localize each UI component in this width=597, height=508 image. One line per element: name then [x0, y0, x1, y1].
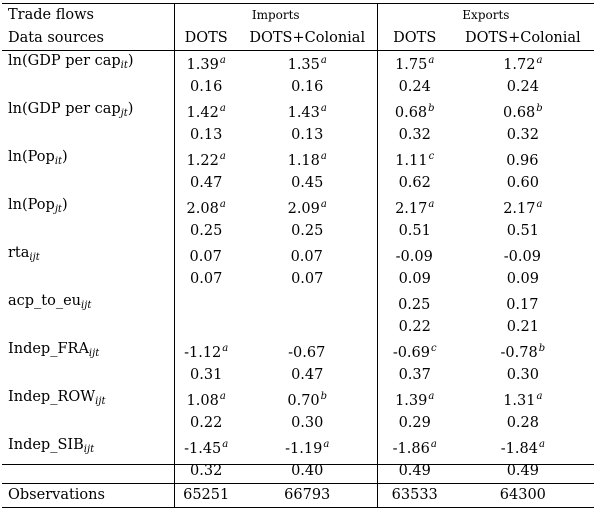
table-row-se: [2, 123, 594, 147]
row-label-empty: [2, 171, 174, 195]
table-row: [2, 99, 594, 123]
se-cell: 0.32: [398, 126, 431, 143]
significance-marker: b: [320, 391, 328, 402]
se-cell: 0.22: [190, 414, 223, 431]
coef-value: 2.17: [503, 201, 536, 217]
row-label-empty: [2, 363, 174, 387]
row-label-text: ln(Pop: [8, 148, 55, 165]
coef-value: 2.17: [395, 201, 428, 217]
coef-value: -0.09: [503, 249, 541, 265]
significance-marker: a: [320, 151, 327, 162]
coef-value: -1.84: [500, 441, 538, 457]
significance-marker: a: [320, 55, 327, 66]
significance-marker: a: [219, 103, 226, 114]
row-label-text: ln(GDP per cap: [8, 100, 121, 117]
coef-cell: [238, 291, 378, 315]
significance-marker: a: [428, 199, 435, 210]
se-cell: 0.29: [398, 414, 431, 431]
se-cell: 0.09: [506, 270, 539, 287]
coef-value: 1.31: [503, 393, 536, 409]
se-cell: 0.51: [398, 222, 431, 239]
se-cell: 0.07: [238, 267, 378, 291]
row-label-text: Indep_ROW: [8, 388, 96, 405]
header-row-sources: [2, 27, 594, 51]
coef-value: 0.25: [398, 297, 431, 313]
se-cell: 0.49: [506, 462, 539, 479]
significance-marker: a: [219, 55, 226, 66]
se-cell: 0.22: [398, 318, 431, 335]
row-label: [2, 387, 174, 411]
row-label-empty: [2, 123, 174, 147]
coef-value: 1.18: [287, 153, 320, 169]
row-label-subscript: ijt: [95, 395, 106, 407]
se-cell: 0.30: [238, 411, 378, 435]
coef-value: -0.09: [395, 249, 433, 265]
observations-value: 64300: [452, 484, 594, 508]
significance-marker: a: [323, 439, 330, 450]
observations-row: [2, 484, 594, 508]
row-label-suffix: ): [127, 52, 134, 69]
coef-value: 1.22: [186, 153, 219, 169]
coef-cell: [174, 51, 238, 76]
coef-value: 1.08: [186, 393, 219, 409]
se-cell: 0.16: [238, 75, 378, 99]
coef-cell: [238, 387, 378, 411]
row-label-subscript: ijt: [88, 347, 100, 359]
row-label-subscript: jt: [54, 203, 62, 215]
coef-cell: [377, 195, 451, 219]
coef-value: 1.42: [186, 105, 219, 121]
coef-cell: [238, 99, 378, 123]
coef-value: 1.35: [287, 57, 320, 73]
coef-cell: [452, 243, 594, 267]
significance-marker: a: [219, 199, 226, 210]
coef-cell: [377, 387, 451, 411]
se-cell: 0.32: [506, 126, 539, 143]
row-label-empty: [2, 315, 174, 339]
coef-cell: [174, 339, 238, 363]
observations-value: 65251: [174, 484, 238, 508]
table-row-se: [2, 75, 594, 99]
se-cell: 0.16: [190, 78, 223, 95]
significance-marker: a: [219, 391, 226, 402]
se-cell: 0.47: [190, 174, 223, 191]
significance-marker: b: [536, 103, 543, 114]
coef-value: -0.67: [288, 345, 326, 361]
coef-cell: [377, 339, 451, 363]
row-label-empty: [2, 267, 174, 291]
significance-marker: a: [320, 103, 327, 114]
col-header-dotscol-imports: DOTS+Colonial: [238, 27, 378, 51]
row-label: [2, 291, 174, 315]
coef-cell: [238, 147, 378, 171]
table-row-se: [2, 219, 594, 243]
coef-value: -1.86: [392, 441, 430, 457]
coef-value: 1.39: [186, 57, 219, 73]
row-label: [2, 51, 174, 76]
regression-table: [2, 3, 594, 508]
row-label-empty: [2, 459, 174, 484]
row-label-subscript: ijt: [83, 443, 95, 455]
row-label-text: acp_to_eu: [8, 292, 82, 309]
coef-value: -0.69: [392, 345, 430, 361]
se-cell: 0.47: [238, 363, 378, 387]
data-sources-label: Data sources: [2, 27, 174, 51]
coef-cell: [377, 243, 451, 267]
significance-marker: a: [219, 151, 226, 162]
se-cell: 0.51: [506, 222, 539, 239]
significance-marker: a: [320, 199, 327, 210]
row-label-text: ln(Pop: [8, 196, 55, 213]
se-cell: 0.45: [238, 171, 378, 195]
significance-marker: a: [538, 439, 545, 450]
coef-value: 1.72: [503, 57, 536, 73]
row-label-text: rta: [8, 244, 30, 261]
coef-value: 0.17: [506, 297, 539, 313]
coef-value: -1.19: [285, 441, 323, 457]
coef-cell: [174, 195, 238, 219]
row-label-empty: [2, 75, 174, 99]
significance-marker: a: [536, 391, 543, 402]
se-cell: 0.28: [506, 414, 539, 431]
table-row-se: [2, 363, 594, 387]
coef-cell: [377, 51, 451, 76]
row-label-text: Indep_FRA: [8, 340, 89, 357]
coef-value: 0.70: [287, 393, 320, 409]
row-label-text: ln(GDP per cap: [8, 52, 121, 69]
significance-marker: a: [536, 55, 543, 66]
col-header-dots-imports: DOTS: [184, 30, 228, 46]
imports-header: Imports: [174, 4, 377, 28]
significance-marker: c: [428, 151, 435, 162]
coef-cell: [238, 339, 378, 363]
table-row: [2, 243, 594, 267]
coef-cell: [452, 51, 594, 76]
significance-marker: a: [222, 343, 229, 354]
observations-value: 66793: [238, 484, 378, 508]
coef-cell: [377, 147, 451, 171]
row-label-empty: [2, 411, 174, 435]
row-label-subscript: ijt: [29, 251, 40, 263]
se-cell: 0.07: [190, 270, 223, 287]
se-cell: 0.31: [190, 366, 223, 383]
se-cell: 0.24: [506, 78, 539, 95]
coef-value: 0.68: [394, 105, 428, 121]
coef-cell: [452, 99, 594, 123]
coef-cell: [377, 291, 451, 315]
se-cell: 0.13: [238, 123, 378, 147]
coef-value: 2.09: [287, 201, 320, 217]
se-cell: 0.32: [190, 462, 223, 479]
coef-cell: [452, 291, 594, 315]
trade-flows-label: Trade flows: [2, 4, 174, 28]
row-label: [2, 243, 174, 267]
significance-marker: a: [430, 439, 437, 450]
row-label: [2, 195, 174, 219]
observations-value: 63533: [377, 484, 451, 508]
significance-marker: a: [428, 55, 435, 66]
se-cell: 0.62: [398, 174, 431, 191]
row-label-suffix: ): [61, 196, 68, 213]
coef-value: -1.45: [184, 441, 222, 457]
table-row: [2, 147, 594, 171]
table-row-se: [2, 459, 594, 484]
observations-label: Observations: [2, 484, 174, 508]
se-cell: 0.25: [190, 222, 223, 239]
se-cell: 0.25: [238, 219, 378, 243]
coef-cell: [452, 339, 594, 363]
se-cell: 0.60: [506, 174, 539, 191]
coef-cell: [238, 243, 378, 267]
coef-cell: [452, 195, 594, 219]
coef-cell: [174, 243, 238, 267]
se-cell: 0.13: [190, 126, 223, 143]
coef-value: 1.75: [395, 57, 428, 73]
coef-cell: [174, 387, 238, 411]
table-row-se: [2, 411, 594, 435]
row-label: [2, 339, 174, 363]
table-row-se: [2, 315, 594, 339]
coef-cell: [174, 99, 238, 123]
coef-value: 0.07: [290, 249, 323, 265]
row-label-suffix: ): [62, 148, 68, 165]
coef-value: -0.78: [500, 345, 538, 361]
row-label-subscript: it: [54, 155, 63, 167]
row-label-subscript: ijt: [81, 299, 92, 311]
row-label-subscript: it: [120, 59, 128, 71]
table-row: [2, 195, 594, 219]
table-row: [2, 339, 594, 363]
coef-value: 2.08: [186, 201, 219, 217]
se-cell: 0.40: [238, 459, 378, 484]
table-row: [2, 435, 594, 459]
coef-value: 0.96: [506, 153, 539, 169]
table-row: [2, 387, 594, 411]
coef-cell: [452, 387, 594, 411]
significance-marker: b: [538, 343, 546, 354]
row-label: [2, 147, 174, 171]
coef-cell: [377, 435, 451, 459]
coef-cell: [452, 147, 594, 171]
significance-marker: a: [222, 439, 229, 450]
row-label-text: Indep_SIB: [8, 436, 84, 453]
row-label-suffix: ): [127, 100, 134, 117]
coef-value: 1.43: [287, 105, 320, 121]
header-row-groups: [2, 4, 594, 28]
coef-cell: [174, 147, 238, 171]
coef-cell: [174, 435, 238, 459]
row-label: [2, 435, 174, 459]
table-row: [2, 291, 594, 315]
coef-cell: [377, 99, 451, 123]
se-cell: 0.30: [506, 366, 539, 383]
table-body: [2, 4, 594, 508]
coef-cell: [174, 291, 238, 315]
coef-value: 0.68: [502, 105, 536, 121]
coef-cell: [452, 435, 594, 459]
row-label-subscript: jt: [120, 107, 128, 119]
se-cell: 0.49: [398, 462, 431, 479]
coef-value: 1.11: [395, 153, 428, 169]
significance-marker: c: [431, 343, 437, 354]
row-label-empty: [2, 219, 174, 243]
significance-marker: a: [428, 391, 435, 402]
coef-cell: [238, 195, 378, 219]
bottom-rule: [2, 464, 594, 465]
significance-marker: b: [428, 103, 435, 114]
se-cell: [174, 315, 238, 339]
table-row-se: [2, 267, 594, 291]
significance-marker: a: [536, 199, 543, 210]
coef-cell: [238, 435, 378, 459]
se-cell: 0.37: [398, 366, 431, 383]
coef-value: -1.12: [184, 345, 222, 361]
se-cell: 0.09: [398, 270, 431, 287]
se-cell: [238, 315, 378, 339]
se-cell: 0.21: [506, 318, 539, 335]
se-cell: 0.24: [398, 78, 431, 95]
row-label: [2, 99, 174, 123]
exports-header: Exports: [377, 4, 594, 28]
coef-value: 0.07: [189, 249, 222, 265]
table-row-se: [2, 171, 594, 195]
coef-cell: [238, 51, 378, 76]
table-row: [2, 51, 594, 76]
col-header-dots-exports: DOTS: [393, 30, 437, 46]
coef-value: 1.39: [395, 393, 428, 409]
col-header-dotscol-exports: DOTS+Colonial: [464, 30, 581, 46]
